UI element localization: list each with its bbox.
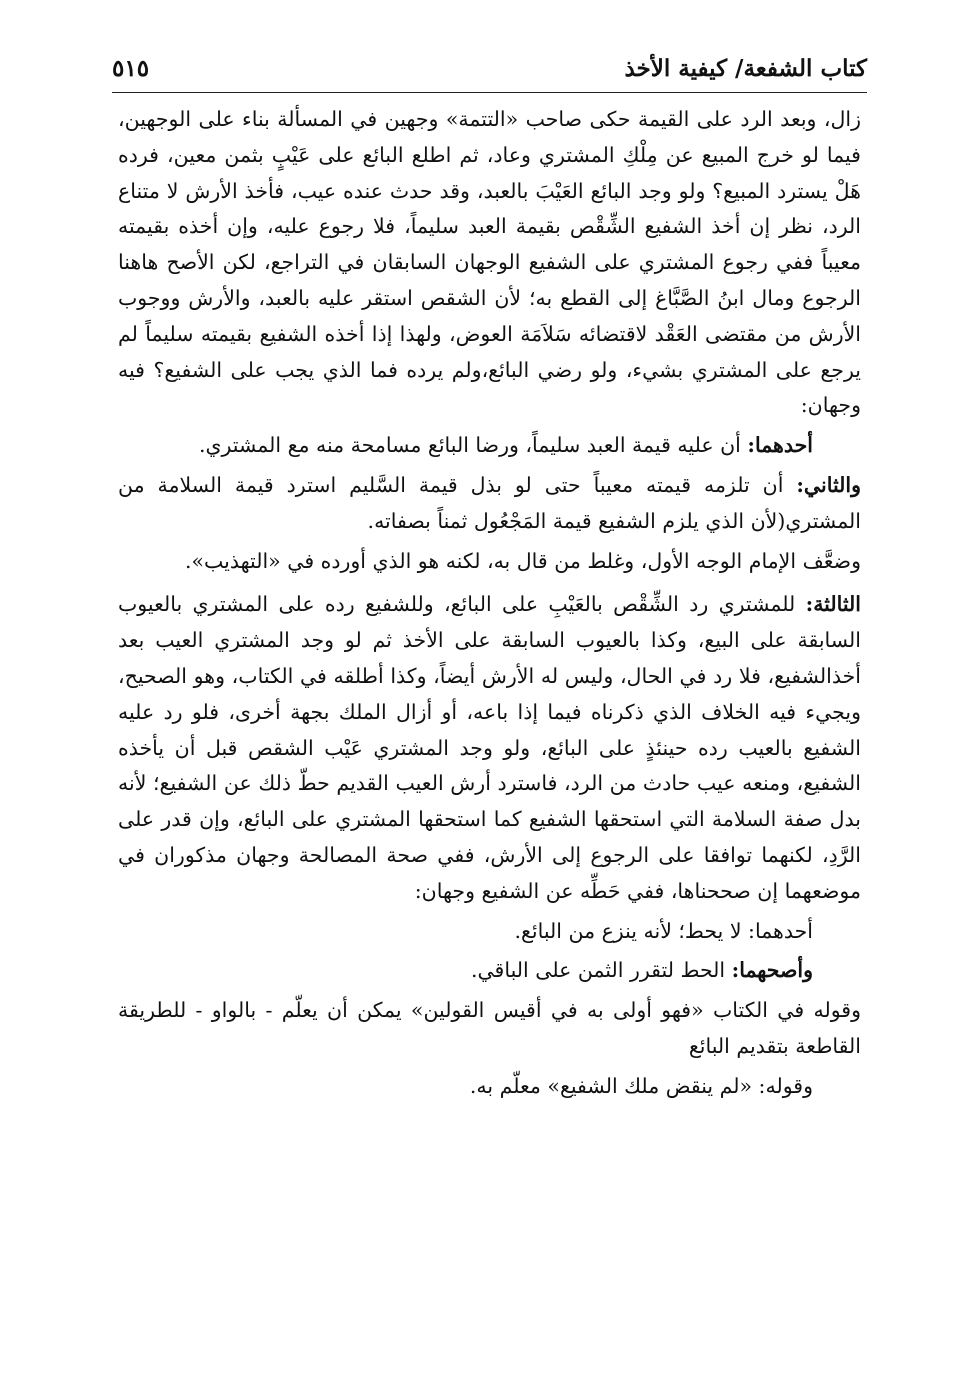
paragraph-lead: وأصحهما: (731, 958, 813, 983)
paragraph-text: أحدهما: لا يحط؛ لأنه ينزع من البائع. (514, 918, 813, 943)
paragraph-text: وقوله: «لم ينقض ملك الشفيع» معلّم به. (469, 1073, 813, 1098)
paragraph-text: أن عليه قيمة العبد سليماً، ورضا البائع مسامحة منه مع المشتري. (198, 433, 748, 458)
paragraph-text: الحط لتقرر الثمن على الباقي. (470, 958, 732, 983)
paragraph-second-view (118, 468, 861, 540)
paragraph-first-view-b (118, 914, 861, 950)
paragraph-sounder-view (118, 953, 861, 989)
paragraph-book-quote (118, 993, 861, 1065)
page-body (118, 102, 861, 1105)
paragraph-third-issue (118, 587, 861, 909)
paragraph-text: للمشتري رد الشِّقْص بالعَيْبِ على البائع، وللشفيع رده على المشتري بالعيوب السابقة على البيع، وكذا بالعيوب السابقة على الأخذ ثم لو وجد المشتري العيب بعد أخذالشفيع، فلا رد في الحال، وليس له الأرش أيضاً، وكذا أطلقه في الكتاب، وهو الصحيح، ويجيء فيه الخلاف الذي ذكرناه فيما إذا باعه، أو أزال الملك بجهة أخرى، فلو رد عليه الشفيع بالعيب رده حينئذٍ على البائع، ولو وجد المشتري عَيْب الشقص قبل أن يأخذه الشفيع، ومنعه عيب حادث من الرد، فاسترد أرش العيب القديم حطّ ذلك عن الشفيع؛ لأنه بدل صفة السلامة التي استحقها الشفيع كما استحقها المشتري على البائع، وإن قدر على الرَّدِ، لكنهما توافقا على الرجوع إلى الأرش، ففي صحة المصالحة وجهان مذكوران في موضعهما إن صححناها، ففي حَطِّه عن الشفيع وجهان: (118, 592, 861, 903)
page-header (112, 44, 867, 93)
running-title: كتاب الشفعة/ كيفية الأخذ (624, 54, 867, 82)
paragraph-text: وضعَّف الإمام الوجه الأول، وغلط من قال به، لكنه هو الذي أورده في «التهذيب». (184, 548, 861, 573)
page-number: ٥١٥ (112, 54, 150, 82)
paragraph-first-view (118, 428, 861, 464)
paragraph-lead: والثاني: (796, 472, 861, 497)
paragraph-final-quote (118, 1069, 861, 1105)
paragraph-lead: أحدهما: (747, 433, 813, 458)
paragraph-continuation (118, 102, 861, 424)
paragraph-text: زال، وبعد الرد على القيمة حكى صاحب «التتمة» وجهين في المسألة بناء على الوجهين، فيما لو خرج المبيع عن مِلْكِ المشتري وعاد، ثم اطلع البائع على عَيْبٍ بثمن معين، فرده هَلْ يسترد المبيع؟ ولو وجد البائع العَيْبَ بالعبد، وقد حدث عنده عيب، فأخذ الأرش لا متناع الرد، نظر إن أخذ الشفيع الشِّقْص بقيمة العبد سليماً، فلا رجوع عليه، وإن أخذه بقيمته معيباً ففي رجوع المشتري على الشفيع الوجهان السابقان في التراجع، لكن الأصح هاهنا الرجوع ومال ابنُ الصَّبَّاغ إلى القطع به؛ لأن الشقص استقر عليه بالعبد، والأرش ووجوب الأرش من مقتضى العَقْد لاقتضائه سَلاَمَة العوض، ولهذا إذا أخذه الشفيع بقيمته سليماً لم يرجع على المشتري بشيء، ولو رضي البائع،ولم يرده فما الذي يجب على الشفيع؟ فيه وجهان: (118, 107, 861, 418)
paragraph-lead: الثالثة: (805, 592, 861, 617)
paragraph-text: وقوله في الكتاب «فهو أولى به في أقيس القولين» يمكن أن يعلّم - بالواو - للطريقة القاطعة بتقديم البائع (118, 998, 861, 1058)
paragraph-imam-note (118, 544, 861, 580)
paragraph-text: أن تلزمه قيمته معيباً حتى لو بذل قيمة السَّليم استرد قيمة السلامة من المشتري(لأن الذي يلزم الشفيع قيمة المَجْعُول ثمناً بصفاته. (118, 472, 861, 533)
